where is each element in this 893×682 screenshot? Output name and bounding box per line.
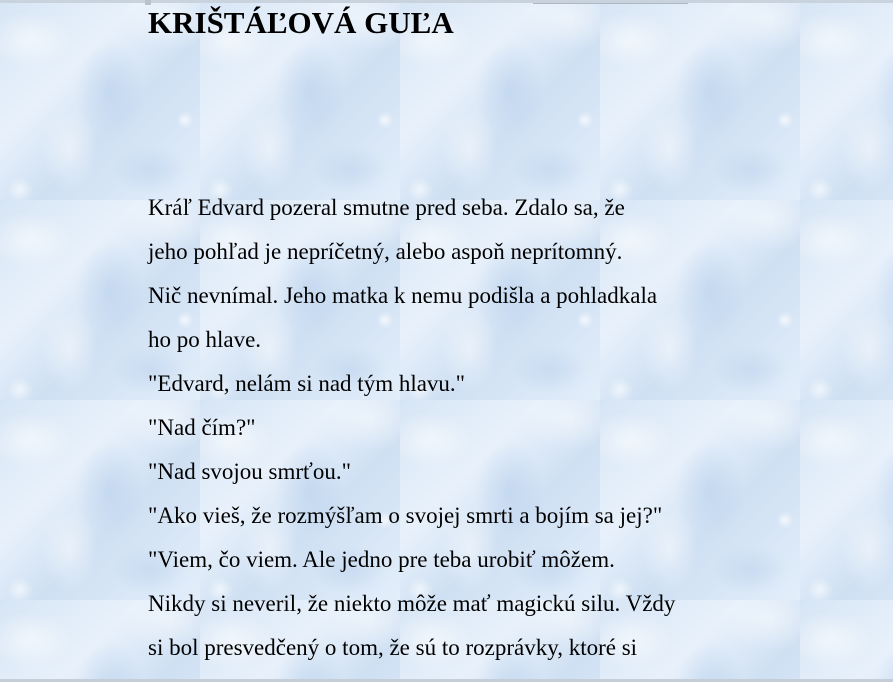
text-line: si bol presvedčený o tom, že sú to rozprávky, ktoré si — [148, 635, 638, 660]
text-line: "Nad svojou smrťou." — [148, 459, 352, 484]
text-line: "Nad čím?" — [148, 415, 256, 440]
window-top-edge — [0, 0, 893, 3]
text-line: Kráľ Edvard pozeral smutne pred seba. Zdalo sa, že — [148, 195, 625, 220]
text-line: ho po hlave. — [148, 327, 262, 352]
text-line: Nikdy si neveril, že niekto môže mať magickú silu. Vždy — [148, 591, 676, 616]
document-body — [148, 186, 675, 670]
text-line: "Ako vieš, že rozmýšľam o svojej smrti a bojím sa jej?" — [148, 503, 663, 528]
document-title: KRIŠTÁĽOVÁ GUĽA — [148, 5, 454, 40]
text-line: Nič nevnímal. Jeho matka k nemu podišla a pohladkala — [148, 283, 658, 308]
text-line: jeho pohľad je nepríčetný, alebo aspoň neprítomný. — [148, 239, 623, 264]
text-line: "Viem, čo viem. Ale jedno pre teba urobiť môžem. — [148, 547, 615, 572]
text-line: "Edvard, nelám si nad tým hlavu." — [148, 371, 466, 396]
margin-marker-right — [533, 0, 688, 4]
